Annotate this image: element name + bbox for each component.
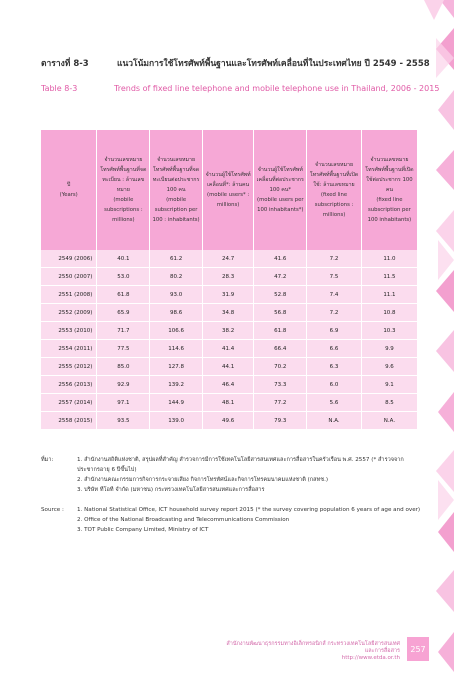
value-cell: 7.2 [307,304,362,322]
value-cell: 139.2 [150,376,203,394]
value-cell: 8.5 [361,394,417,412]
year-cell: 2553 (2010) [41,322,97,340]
table-body [41,250,417,430]
value-cell: 7.4 [307,286,362,304]
value-cell: 41.6 [254,250,307,268]
source-item: 2. สำนักงานคณะกรรมการกิจการกระจายเสียง กิจการโทรทัศน์และกิจการโทรคมนาคมแห่งชาติ (กสทช.) [77,477,329,483]
value-cell: 6.9 [307,322,362,340]
value-cell: 66.4 [254,340,307,358]
value-cell: 34.8 [202,304,253,322]
table-row [41,412,417,430]
column-header-year [41,130,97,250]
value-cell: 73.3 [254,376,307,394]
value-cell: 48.1 [202,394,253,412]
column-header-mobile-users [202,130,253,250]
value-cell: 41.4 [202,340,253,358]
table-number-english: Table 8-3 [41,84,78,93]
value-cell: 114.6 [150,340,203,358]
value-cell: 6.0 [307,376,362,394]
value-cell: 92.9 [97,376,150,394]
table-row [41,286,417,304]
header-th: จำนวนเลขหมายโทรศัพท์พื้นฐานที่เปิดใช้ต่อประชากร 100 คน [365,157,414,193]
value-cell: 56.8 [254,304,307,322]
year-cell: 2549 (2006) [41,250,97,268]
column-header-fixed-line-subscriptions [307,130,362,250]
table-row [41,322,417,340]
value-cell: 144.9 [150,394,203,412]
source-item: 2. Office of the National Broadcasting and Telecommunications Commission [77,517,290,523]
value-cell: 38.2 [202,322,253,340]
value-cell: N.A. [361,412,417,430]
source-list-thai [77,455,422,495]
value-cell: 61.8 [254,322,307,340]
value-cell: 70.2 [254,358,307,376]
header-th: จำนวนผู้ใช้โทรศัพท์เคลื่อนที่ต่อประชากร 100 คน* [256,167,304,193]
column-header-fixed-line-per-100 [361,130,417,250]
value-cell: 93.5 [97,412,150,430]
footer-url[interactable]: http://www.etda.or.th [341,655,400,661]
source-label-english: Source : [41,507,64,513]
value-cell: 24.7 [202,250,253,268]
value-cell: 52.8 [254,286,307,304]
source-item: 1. National Statistical Office, ICT household survey report 2015 (* the survey covering population 6 years of age and over) [77,507,421,513]
value-cell: 49.6 [202,412,253,430]
value-cell: 40.1 [97,250,150,268]
value-cell: 79.3 [254,412,307,430]
value-cell: 6.6 [307,340,362,358]
value-cell: 77.5 [97,340,150,358]
value-cell: 97.1 [97,394,150,412]
year-cell: 2555 (2012) [41,358,97,376]
header-en: (fixed line subscriptions : millions) [314,192,354,218]
header-row [41,130,417,250]
value-cell: 71.7 [97,322,150,340]
value-cell: 93.0 [150,286,203,304]
header-th: จำนวนเลขหมายโทรศัพท์พื้นฐานที่จดทะเบียนต่อประชากร 100 คน [152,157,200,193]
value-cell: 5.6 [307,394,362,412]
source-label-thai: ที่มา: [41,457,54,463]
value-cell: 61.2 [150,250,203,268]
value-cell: 11.5 [361,268,417,286]
value-cell: 85.0 [97,358,150,376]
header-en: (mobile users* : millions) [207,192,250,208]
value-cell: 10.8 [361,304,417,322]
table-row [41,340,417,358]
header-en: (mobile users per 100 inhabitants*) [257,197,304,213]
value-cell: 61.8 [97,286,150,304]
table-row [41,358,417,376]
year-cell: 2551 (2008) [41,286,97,304]
value-cell: 98.6 [150,304,203,322]
column-header-mobile-subscriptions-per-100 [150,130,203,250]
table-number-thai: ตารางที่ 8-3 [41,59,89,69]
value-cell: 7.5 [307,268,362,286]
value-cell: 47.2 [254,268,307,286]
column-header-mobile-subscriptions [97,130,150,250]
value-cell: 9.6 [361,358,417,376]
value-cell: N.A. [307,412,362,430]
value-cell: 11.0 [361,250,417,268]
value-cell: 44.1 [202,358,253,376]
value-cell: 106.6 [150,322,203,340]
value-cell: 46.4 [202,376,253,394]
table-row [41,376,417,394]
header-th: จำนวนเลขหมายโทรศัพท์พื้นฐานที่เปิดใช้: ล้านเลขหมาย [309,162,359,188]
value-cell: 11.1 [361,286,417,304]
footer-organization [220,641,400,662]
value-cell: 53.0 [97,268,150,286]
value-cell: 127.8 [150,358,203,376]
value-cell: 28.3 [202,268,253,286]
column-header-mobile-users-per-100 [254,130,307,250]
table-row [41,268,417,286]
page-number: 257 [407,637,429,661]
year-cell: 2556 (2013) [41,376,97,394]
header-en: (fixed line subscription per 100 inhabitants) [367,197,412,223]
year-cell: 2557 (2014) [41,394,97,412]
value-cell: 31.9 [202,286,253,304]
header-th: จำนวนผู้ใช้โทรศัพท์เคลื่อนที่*: ล้านคน [205,172,251,188]
value-cell: 77.2 [254,394,307,412]
year-cell: 2558 (2015) [41,412,97,430]
title-thai: แนวโน้มการใช้โทรศัพท์พื้นฐานและโทรศัพท์เคลื่อนที่ในประเทศไทย ปี 2549 - 2558 [116,59,430,69]
table-row [41,250,417,268]
table-title-thai [41,56,430,70]
table-row [41,304,417,322]
footer-line-1: สำนักงานพัฒนาธุรกรรมทางอิเล็กทรอนิกส์ กระทรวงเทคโนโลยีสารสนเทศและการสื่อสาร [226,641,400,654]
value-cell: 65.9 [97,304,150,322]
header-en: (Years) [59,192,78,198]
value-cell: 7.2 [307,250,362,268]
value-cell: 80.2 [150,268,203,286]
source-item: 3. TOT Public Company Limited, Ministry of ICT [77,527,209,533]
value-cell: 9.9 [361,340,417,358]
year-cell: 2552 (2009) [41,304,97,322]
year-cell: 2554 (2011) [41,340,97,358]
header-th: จำนวนเลขหมายโทรศัพท์พื้นฐานที่จดทะเบียน : ล้านเลขหมาย [100,157,147,193]
table-row [41,394,417,412]
source-item: 3. บริษัท ทีโอที จำกัด (มหาชน) กระทรวงเทคโนโลยีสารสนเทศและการสื่อสาร [77,487,265,493]
value-cell: 139.0 [150,412,203,430]
value-cell: 10.3 [361,322,417,340]
header-en: (mobile subscription per 100 : inhabitants) [152,197,200,223]
telephone-trends-table [41,130,417,430]
year-cell: 2550 (2007) [41,268,97,286]
value-cell: 9.1 [361,376,417,394]
source-list-english [77,505,422,535]
header-th: ปี [67,182,71,188]
title-english: Trends of fixed line telephone and mobile telephone use in Thailand, 2006 - 2015 [114,84,440,93]
value-cell: 6.3 [307,358,362,376]
source-item: 1. สำนักงานสถิติแห่งชาติ, สรุปผลที่สำคัญ สำรวจการมีการใช้เทคโนโลยีสารสนเทศและการสื่อสารในครัวเรือน พ.ศ. 2557 (* สำรวจจากประชากรอายุ 6 ปีขึ้นไป) [77,457,404,473]
header-en: (mobile subscriptions : millions) [104,197,143,223]
